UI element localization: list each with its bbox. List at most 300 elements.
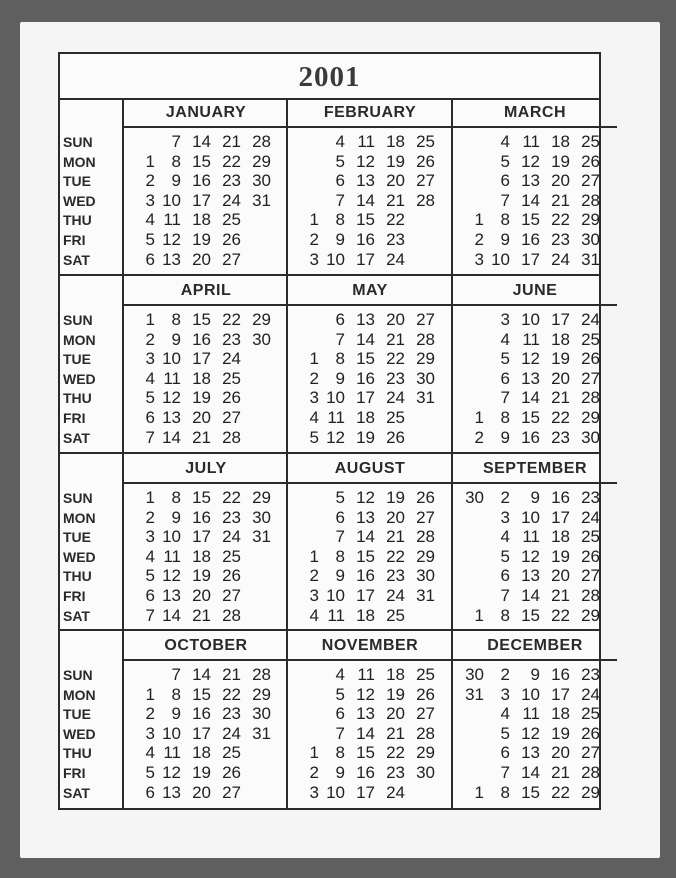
day-number: 3: [145, 190, 155, 210]
weekday-label-thu: THU: [63, 390, 92, 407]
day-number: 9: [500, 230, 510, 249]
day-number: 4: [500, 329, 510, 349]
day-number: 27: [416, 704, 435, 724]
day-number: 28: [416, 190, 435, 210]
day-number: 27: [581, 743, 600, 763]
weekday-label-tue: TUE: [63, 706, 91, 723]
day-number: 21: [192, 427, 211, 447]
day-number: 15: [192, 684, 211, 704]
day-number: 19: [192, 566, 211, 586]
day-number: 17: [192, 527, 211, 547]
day-number: 8: [171, 310, 181, 329]
day-number: 3: [309, 249, 319, 269]
day-number: 17: [192, 190, 211, 210]
day-number: 28: [222, 605, 241, 625]
day-number: 8: [171, 488, 181, 507]
day-number: 25: [386, 605, 405, 625]
calendar-card: [20, 22, 660, 858]
day-number: 25: [386, 408, 405, 427]
day-number: 1: [309, 210, 319, 230]
day-number: 13: [356, 507, 375, 527]
day-number: 25: [581, 329, 600, 349]
day-number: 16: [192, 329, 211, 349]
weekday-label-sat: SAT: [63, 429, 90, 446]
day-number: 9: [335, 368, 345, 388]
day-number: 9: [530, 488, 540, 507]
day-number: 12: [162, 230, 181, 249]
day-number: 22: [551, 210, 570, 230]
weekday-label-sun: SUN: [63, 134, 93, 150]
month-header-divider: [288, 659, 452, 661]
day-number: 27: [222, 782, 241, 802]
day-number: 23: [386, 368, 405, 388]
day-number: 27: [416, 171, 435, 191]
day-number: 27: [581, 368, 600, 388]
day-number: 15: [192, 488, 211, 507]
day-number: 27: [416, 507, 435, 527]
year-title: 2001: [60, 54, 599, 100]
day-number: 1: [309, 743, 319, 763]
day-number: 3: [145, 723, 155, 743]
month-header-divider: [288, 126, 452, 128]
day-number: 11: [327, 605, 345, 625]
day-number: 30: [252, 329, 271, 349]
day-number: 10: [326, 249, 345, 269]
day-number: 16: [356, 368, 375, 388]
weekday-label-tue: TUE: [63, 173, 91, 190]
day-number: 6: [335, 507, 345, 527]
day-number: 3: [500, 310, 510, 329]
day-number: 11: [163, 743, 181, 763]
day-number: 28: [581, 388, 600, 408]
day-number: 17: [521, 249, 540, 269]
day-number: 4: [335, 132, 345, 151]
day-number: 25: [222, 368, 241, 388]
day-number: 15: [521, 605, 540, 625]
day-number: 2: [500, 665, 510, 684]
day-number: 17: [356, 388, 375, 408]
day-number: 20: [192, 249, 211, 269]
day-number: 8: [335, 743, 345, 763]
day-number: 8: [335, 546, 345, 566]
day-number: 4: [145, 210, 155, 230]
day-number: 23: [386, 566, 405, 586]
day-number: 24: [551, 249, 570, 269]
day-number: 19: [192, 763, 211, 782]
day-number: 31: [252, 723, 271, 743]
day-number: 6: [145, 249, 155, 269]
day-number: 26: [581, 723, 600, 743]
day-number: 7: [335, 527, 345, 547]
day-number: 12: [521, 723, 540, 743]
day-number: 1: [145, 488, 155, 507]
day-number: 16: [521, 230, 540, 249]
day-number: 2: [309, 566, 319, 586]
day-number: 7: [500, 763, 510, 782]
day-number: 10: [491, 249, 510, 269]
day-number: 30: [416, 763, 435, 782]
day-number: 28: [252, 665, 271, 684]
day-number: 3: [474, 249, 484, 269]
day-number: 20: [551, 368, 570, 388]
day-number: 29: [416, 546, 435, 566]
month-name-august: AUGUST: [334, 460, 406, 477]
day-number: 21: [551, 763, 570, 782]
day-number: 16: [356, 566, 375, 586]
day-number: 22: [551, 605, 570, 625]
day-number: 31: [416, 388, 435, 408]
day-number: 2: [500, 488, 510, 507]
day-number: 2: [145, 329, 155, 349]
day-number: 19: [551, 349, 570, 369]
day-number: 23: [581, 665, 600, 684]
day-number: 21: [386, 329, 405, 349]
day-number: 7: [145, 605, 155, 625]
day-number: 31: [252, 527, 271, 547]
month-name-may: MAY: [352, 282, 388, 299]
column-divider: [451, 98, 453, 808]
day-number: 18: [192, 210, 211, 230]
day-number: 23: [551, 230, 570, 249]
day-number: 7: [500, 388, 510, 408]
day-number: 30: [416, 566, 435, 586]
day-number: 1: [474, 210, 484, 230]
day-number: 19: [551, 151, 570, 171]
day-number: 15: [356, 210, 375, 230]
day-number: 3: [309, 388, 319, 408]
day-number: 4: [500, 527, 510, 547]
day-number: 27: [222, 586, 241, 605]
day-number: 18: [386, 665, 405, 684]
day-number: 20: [386, 310, 405, 329]
day-number: 20: [551, 566, 570, 586]
day-number: 26: [222, 566, 241, 586]
weekday-label-mon: MON: [63, 509, 96, 526]
day-number: 16: [192, 704, 211, 724]
day-number: 3: [309, 782, 319, 802]
day-number: 3: [500, 684, 510, 704]
weekday-label-sat: SAT: [63, 784, 90, 801]
day-number: 5: [335, 488, 345, 507]
column-divider: [286, 98, 288, 808]
day-number: 14: [521, 388, 540, 408]
day-number: 30: [465, 488, 484, 507]
day-number: 13: [521, 743, 540, 763]
day-number: 14: [356, 723, 375, 743]
day-number: 13: [356, 704, 375, 724]
day-number: 21: [222, 665, 241, 684]
day-number: 4: [500, 132, 510, 151]
weekday-label-fri: FRI: [63, 410, 86, 426]
month-header-divider: [124, 482, 288, 484]
day-number: 26: [416, 488, 435, 507]
weekday-label-thu: THU: [63, 212, 92, 229]
day-number: 28: [581, 586, 600, 605]
day-number: 30: [416, 368, 435, 388]
day-number: 10: [162, 723, 181, 743]
day-number: 11: [522, 329, 540, 349]
day-number: 27: [416, 310, 435, 329]
month-name-september: SEPTEMBER: [482, 460, 588, 477]
day-number: 24: [386, 782, 405, 802]
day-number: 13: [521, 368, 540, 388]
day-number: 16: [551, 665, 570, 684]
day-number: 18: [356, 408, 375, 427]
day-number: 18: [192, 546, 211, 566]
day-number: 11: [327, 408, 345, 427]
month-name-april: APRIL: [180, 282, 232, 299]
day-number: 25: [581, 132, 600, 151]
day-number: 20: [386, 171, 405, 191]
day-number: 14: [521, 190, 540, 210]
day-number: 21: [386, 723, 405, 743]
day-number: 9: [500, 427, 510, 447]
day-number: 5: [500, 723, 510, 743]
day-number: 18: [551, 132, 570, 151]
day-number: 14: [521, 763, 540, 782]
day-number: 11: [357, 665, 375, 684]
day-number: 23: [222, 507, 241, 527]
day-number: 18: [356, 605, 375, 625]
day-number: 10: [326, 782, 345, 802]
day-number: 24: [581, 684, 600, 704]
weekday-label-sun: SUN: [63, 490, 93, 506]
day-number: 8: [500, 210, 510, 230]
day-number: 30: [581, 427, 600, 447]
day-number: 19: [192, 230, 211, 249]
day-number: 8: [500, 782, 510, 802]
day-number: 25: [416, 132, 435, 151]
day-number: 15: [521, 408, 540, 427]
day-number: 13: [162, 586, 181, 605]
day-number: 3: [145, 527, 155, 547]
day-number: 3: [309, 586, 319, 605]
day-number: 9: [171, 507, 181, 527]
day-number: 6: [335, 704, 345, 724]
day-number: 8: [171, 151, 181, 171]
day-number: 9: [171, 329, 181, 349]
day-number: 9: [171, 704, 181, 724]
day-number: 22: [551, 782, 570, 802]
day-number: 17: [192, 349, 211, 369]
day-number: 24: [581, 310, 600, 329]
day-number: 3: [145, 349, 155, 369]
day-number: 26: [222, 230, 241, 249]
day-number: 26: [581, 151, 600, 171]
day-number: 6: [500, 566, 510, 586]
day-number: 28: [581, 190, 600, 210]
day-number: 20: [192, 586, 211, 605]
day-number: 14: [521, 586, 540, 605]
day-number: 17: [356, 782, 375, 802]
month-header-divider: [288, 304, 452, 306]
day-number: 1: [309, 546, 319, 566]
day-number: 21: [222, 132, 241, 151]
day-number: 20: [551, 171, 570, 191]
month-name-january: JANUARY: [165, 104, 247, 121]
day-number: 14: [162, 427, 181, 447]
day-number: 8: [335, 349, 345, 369]
day-number: 7: [145, 427, 155, 447]
day-number: 21: [192, 605, 211, 625]
month-header-divider: [124, 126, 288, 128]
day-number: 23: [386, 763, 405, 782]
day-number: 15: [192, 310, 211, 329]
weekday-label-wed: WED: [63, 370, 96, 387]
day-number: 21: [551, 586, 570, 605]
day-number: 9: [171, 171, 181, 191]
weekday-label-sat: SAT: [63, 251, 90, 268]
day-number: 7: [500, 190, 510, 210]
day-number: 21: [551, 388, 570, 408]
day-number: 14: [356, 329, 375, 349]
day-number: 31: [465, 684, 484, 704]
day-number: 23: [386, 230, 405, 249]
day-number: 21: [386, 527, 405, 547]
day-number: 2: [309, 368, 319, 388]
day-number: 14: [162, 605, 181, 625]
day-number: 24: [386, 388, 405, 408]
day-number: 30: [252, 704, 271, 724]
day-number: 16: [551, 488, 570, 507]
day-number: 25: [416, 665, 435, 684]
day-number: 8: [335, 210, 345, 230]
day-number: 31: [581, 249, 600, 269]
day-number: 22: [222, 684, 241, 704]
day-number: 4: [309, 408, 319, 427]
day-number: 25: [581, 527, 600, 547]
day-number: 26: [416, 684, 435, 704]
day-number: 15: [356, 349, 375, 369]
day-number: 6: [500, 171, 510, 191]
day-number: 9: [335, 230, 345, 249]
day-number: 14: [192, 132, 211, 151]
weekday-label-mon: MON: [63, 153, 96, 170]
day-number: 30: [252, 507, 271, 527]
day-number: 24: [386, 249, 405, 269]
day-number: 28: [416, 527, 435, 547]
day-number: 24: [581, 507, 600, 527]
day-number: 28: [416, 723, 435, 743]
day-number: 9: [335, 763, 345, 782]
day-number: 31: [252, 190, 271, 210]
day-number: 15: [192, 151, 211, 171]
day-number: 19: [386, 488, 405, 507]
day-number: 17: [551, 507, 570, 527]
day-number: 28: [416, 329, 435, 349]
day-number: 26: [386, 427, 405, 447]
day-number: 4: [309, 605, 319, 625]
day-number: 19: [551, 723, 570, 743]
month-header-divider: [453, 659, 617, 661]
day-number: 10: [162, 190, 181, 210]
day-number: 1: [474, 782, 484, 802]
month-header-divider: [124, 304, 288, 306]
day-number: 21: [551, 190, 570, 210]
day-number: 16: [521, 427, 540, 447]
day-number: 7: [171, 665, 181, 684]
day-number: 29: [581, 408, 600, 427]
day-number: 5: [500, 151, 510, 171]
day-number: 28: [252, 132, 271, 151]
day-number: 7: [335, 190, 345, 210]
day-number: 10: [162, 527, 181, 547]
day-number: 2: [145, 507, 155, 527]
day-number: 29: [581, 605, 600, 625]
day-number: 17: [551, 684, 570, 704]
day-number: 16: [192, 171, 211, 191]
day-number: 5: [145, 566, 155, 586]
day-number: 29: [581, 210, 600, 230]
day-number: 19: [386, 684, 405, 704]
day-number: 7: [500, 586, 510, 605]
day-number: 22: [386, 210, 405, 230]
day-number: 9: [335, 566, 345, 586]
day-number: 13: [521, 171, 540, 191]
day-number: 12: [162, 388, 181, 408]
day-number: 2: [145, 171, 155, 191]
month-name-december: DECEMBER: [487, 637, 583, 654]
day-number: 21: [386, 190, 405, 210]
day-number: 8: [500, 605, 510, 625]
day-number: 23: [222, 329, 241, 349]
day-number: 28: [222, 427, 241, 447]
day-number: 1: [145, 684, 155, 704]
day-number: 1: [145, 151, 155, 171]
day-number: 20: [192, 782, 211, 802]
day-number: 15: [521, 210, 540, 230]
day-number: 29: [581, 782, 600, 802]
weekday-label-tue: TUE: [63, 529, 91, 546]
day-number: 30: [465, 665, 484, 684]
day-number: 26: [222, 388, 241, 408]
weekday-label-sun: SUN: [63, 667, 93, 683]
day-number: 29: [252, 684, 271, 704]
day-number: 5: [500, 546, 510, 566]
day-number: 20: [386, 704, 405, 724]
weekday-label-thu: THU: [63, 745, 92, 762]
day-number: 1: [474, 605, 484, 625]
month-header-divider: [453, 304, 617, 306]
day-number: 10: [521, 684, 540, 704]
day-number: 7: [171, 132, 181, 151]
day-number: 12: [162, 566, 181, 586]
day-number: 10: [162, 349, 181, 369]
day-number: 26: [581, 546, 600, 566]
day-number: 4: [145, 368, 155, 388]
day-number: 15: [356, 743, 375, 763]
day-number: 5: [309, 427, 319, 447]
day-number: 29: [416, 349, 435, 369]
day-number: 6: [500, 368, 510, 388]
day-number: 22: [386, 546, 405, 566]
day-number: 11: [522, 132, 540, 151]
weekday-label-sat: SAT: [63, 607, 90, 624]
day-number: 26: [581, 349, 600, 369]
day-number: 5: [145, 763, 155, 782]
day-number: 27: [581, 566, 600, 586]
day-number: 19: [356, 427, 375, 447]
weekday-label-wed: WED: [63, 725, 96, 742]
day-number: 6: [500, 743, 510, 763]
day-number: 29: [252, 151, 271, 171]
day-number: 6: [335, 310, 345, 329]
day-number: 8: [500, 408, 510, 427]
day-number: 12: [356, 151, 375, 171]
day-number: 25: [222, 546, 241, 566]
day-number: 18: [551, 527, 570, 547]
day-number: 11: [522, 704, 540, 724]
